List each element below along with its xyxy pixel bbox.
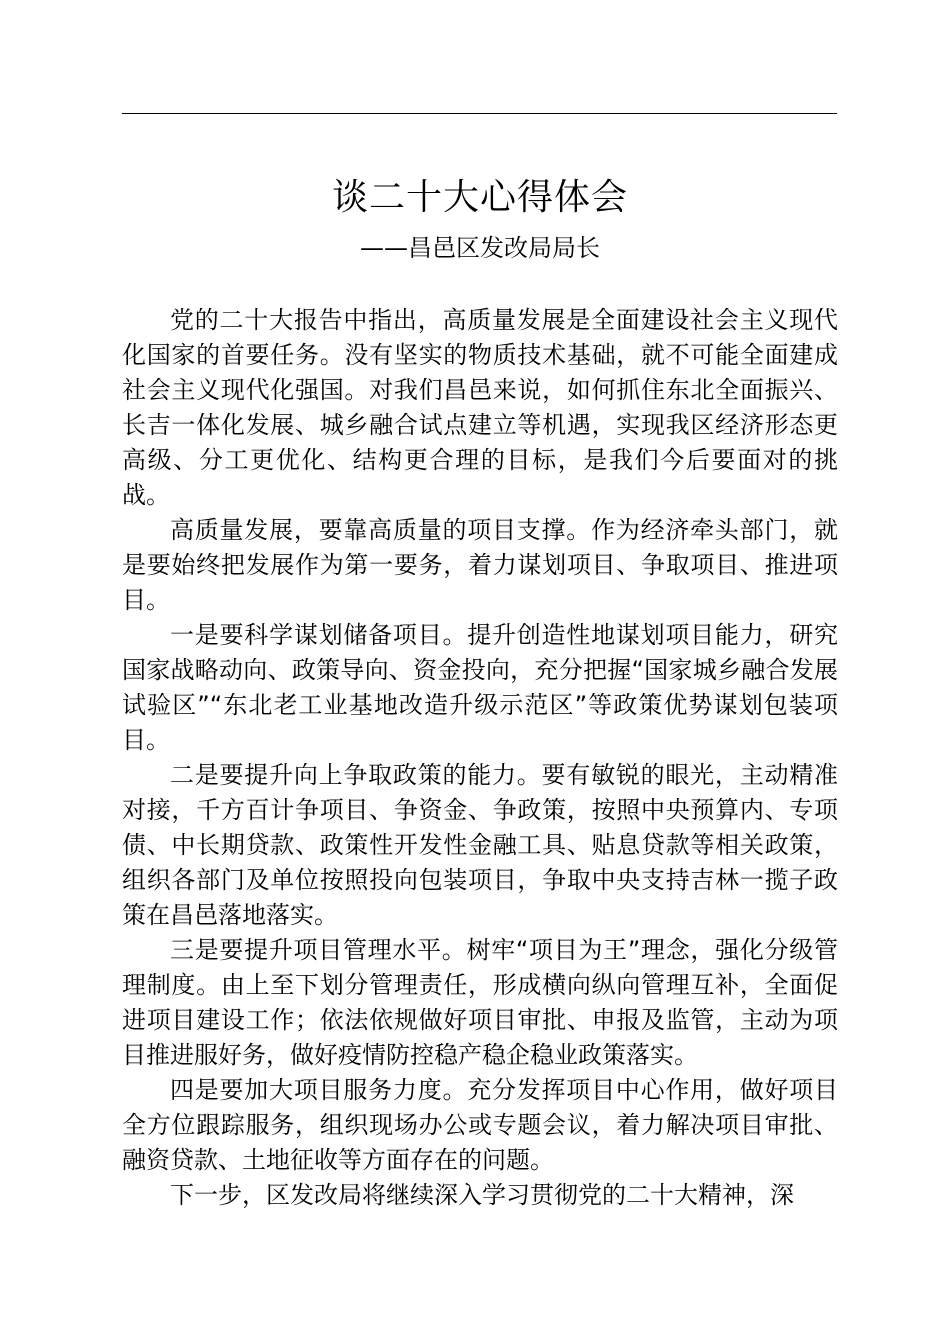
document-title: 谈二十大心得体会 bbox=[331, 177, 628, 218]
document-body bbox=[122, 303, 838, 1213]
document-subtitle: ——昌邑区发改局局长 bbox=[360, 234, 600, 262]
paragraph-intro: 党的二十大报告中指出，高质量发展是全面建设社会主义现代化国家的首要任务。没有坚实的物质技术基础，就不可能全面建成社会主义现代化强国。对我们昌邑来说，如何抓住东北全面振兴、长吉一体化发展、城乡融合试点建立等机遇，实现我区经济形态更高级、分工更优化、结构更合理的目标，是我们今后要面对的挑战。 bbox=[122, 306, 838, 509]
paragraph-point-three: 三是要提升项目管理水平。树牢“项目为王”理念，强化分级管理制度。由上至下划分管理责任，形成横向纵向管理互补，全面促进项目建设工作；依法依规做好项目审批、申报及监管，主动为项目推进服好务，做好疫情防控稳产稳企稳业政策落实。 bbox=[122, 936, 838, 1069]
paragraph-next-step: 下一步，区发改局将继续深入学习贯彻党的二十大精神，深 bbox=[170, 1181, 794, 1209]
paragraph-project-support: 高质量发展，要靠高质量的项目支撑。作为经济牵头部门，就是要始终把发展作为第一要务，着力谋划项目、争取项目、推进项目。 bbox=[122, 516, 838, 614]
paragraph-point-one: 一是要科学谋划储备项目。提升创造性地谋划项目能力，研究国家战略动向、政策导向、资金投向，充分把握“国家城乡融合发展试验区”“东北老工业基地改造升级示范区”等政策优势谋划包装项目。 bbox=[122, 621, 838, 754]
paragraph-point-two: 二是要提升向上争取政策的能力。要有敏锐的眼光，主动精准对接，千方百计争项目、争资金、争政策，按照中央预算内、专项债、中长期贷款、政策性开发性金融工具、贴息贷款等相关政策，组织各部门及单位按照投向包装项目，争取中央支持吉林一揽子政策在昌邑落地落实。 bbox=[122, 761, 838, 929]
header-rule bbox=[122, 113, 837, 114]
paragraph-point-four: 四是要加大项目服务力度。充分发挥项目中心作用，做好项目全方位跟踪服务，组织现场办公或专题会议，着力解决项目审批、融资贷款、土地征收等方面存在的问题。 bbox=[122, 1076, 838, 1174]
